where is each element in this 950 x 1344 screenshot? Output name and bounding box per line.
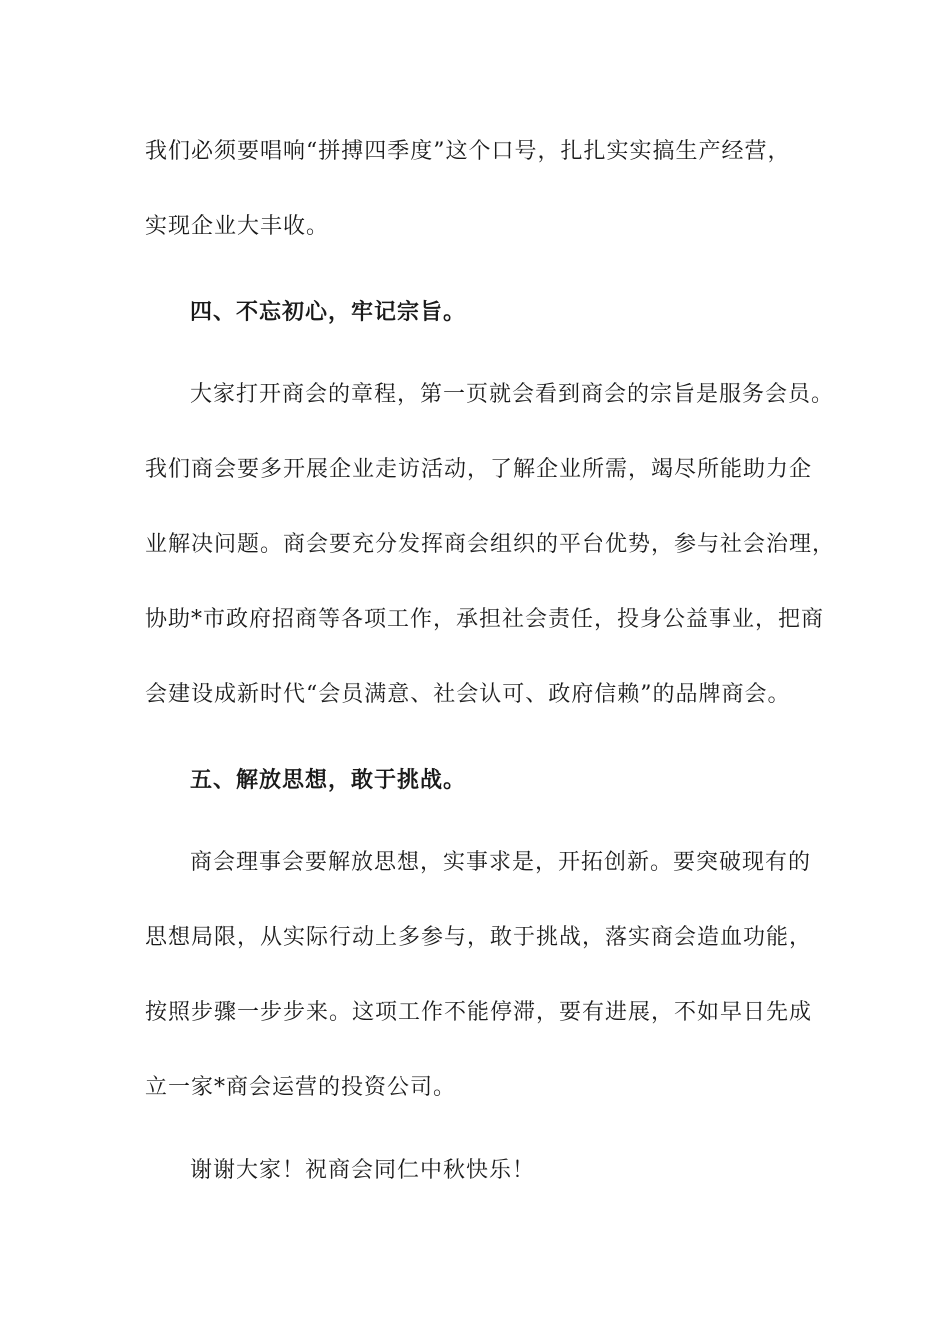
paragraph-line: 立一家*商会运营的投资公司。: [145, 1075, 457, 1100]
closing-line: 谢谢大家！祝商会同仁中秋快乐！: [190, 1158, 536, 1183]
paragraph-line: 大家打开商会的章程，第一页就会看到商会的宗旨是服务会员。: [190, 382, 835, 407]
paragraph-line: 业解决问题。商会要充分发挥商会组织的平台优势，参与社会治理，: [145, 532, 836, 557]
paragraph-line: 会建设成新时代“会员满意、社会认可、政府信赖”的品牌商会。: [145, 682, 791, 707]
paragraph-line: 按照步骤一步步来。这项工作不能停滞，要有进展，不如早日先成: [145, 1000, 813, 1025]
paragraph-line: 我们商会要多开展企业走访活动，了解企业所需，竭尽所能助力企: [145, 457, 813, 482]
paragraph-line: 实现企业大丰收。: [145, 214, 330, 239]
section-heading: 四、不忘初心，牢记宗旨。: [190, 299, 467, 325]
section-heading: 五、解放思想，敢于挑战。: [190, 767, 467, 793]
paragraph-line: 思想局限，从实际行动上多参与，敢于挑战，落实商会造血功能，: [145, 925, 813, 950]
paragraph-line: 我们必须要唱响“拼搏四季度”这个口号，扎扎实实搞生产经营，: [145, 139, 791, 164]
paragraph-line: 商会理事会要解放思想，实事求是，开拓创新。要突破现有的: [190, 850, 812, 875]
paragraph-line: 协助*市政府招商等各项工作，承担社会责任，投身公益事业，把商: [145, 607, 825, 632]
